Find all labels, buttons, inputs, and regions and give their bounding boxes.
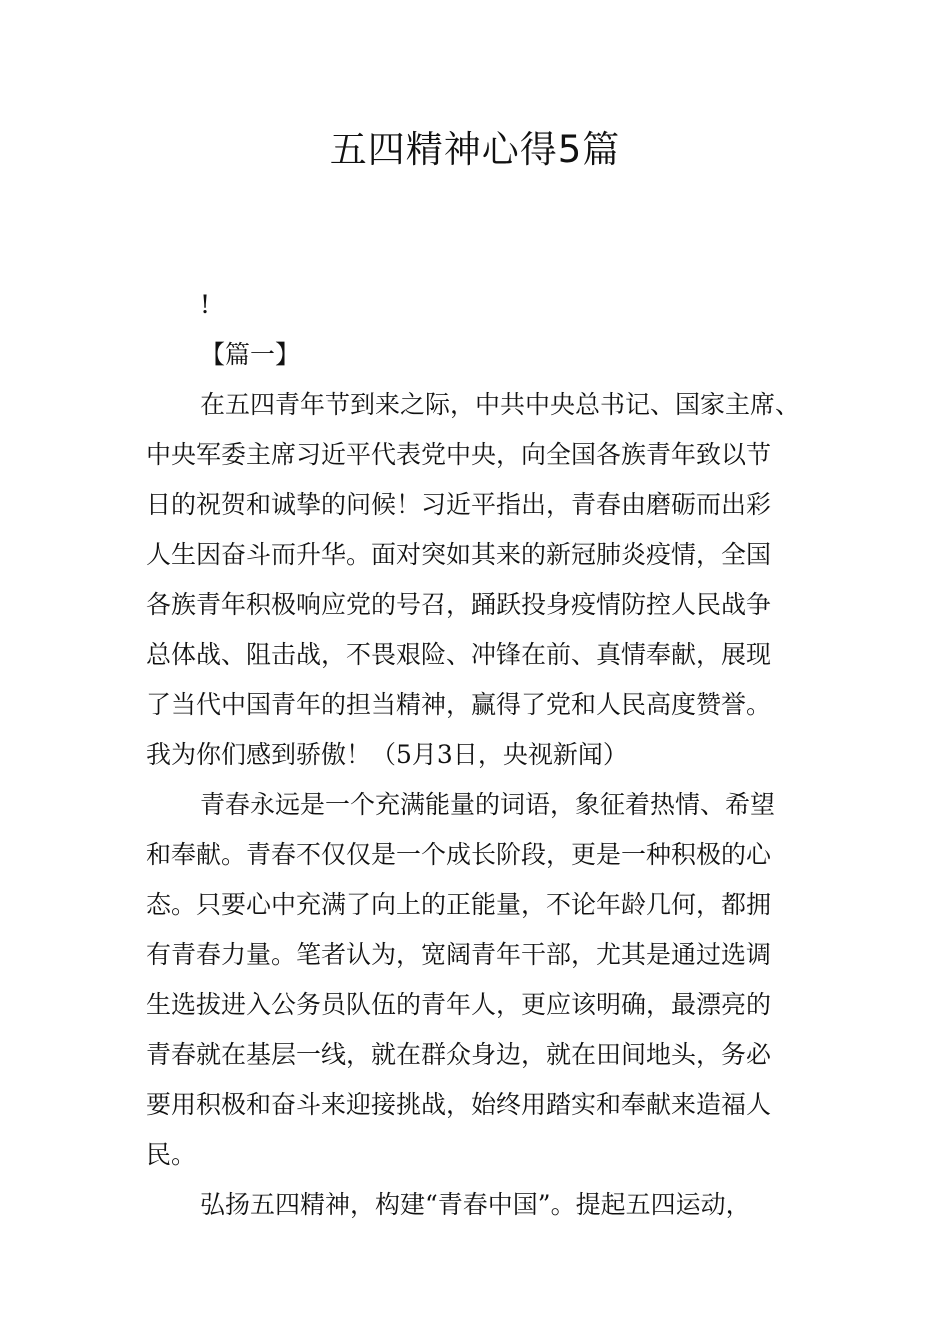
text-line: 民。 (146, 1140, 197, 1169)
text-line: 总体战、阻击战，不畏艰险、冲锋在前、真情奉献，展现 (146, 640, 772, 669)
text-line: 青春就在基层一线，就在群众身边，就在田间地头，务必 (146, 1040, 772, 1069)
text-line: 了当代中国青年的担当精神，赢得了党和人民高度赞誉。 (146, 690, 772, 719)
text-line: 日的祝贺和诚挚的问候！习近平指出，青春由磨砺而出彩 (146, 490, 772, 519)
text-line: 有青春力量。笔者认为，宽阔青年干部，尤其是通过选调 (146, 940, 772, 969)
text-line: 各族青年积极响应党的号召，踊跃投身疫情防控人民战争 (146, 590, 772, 619)
text-line: 我为你们感到骄傲！（5月3日，央视新闻） (146, 740, 628, 769)
text-line: 态。只要心中充满了向上的正能量，不论年龄几何，都拥 (146, 890, 772, 919)
text-line: 和奉献。青春不仅仅是一个成长阶段，更是一种积极的心 (146, 840, 772, 869)
text-line: 在五四青年节到来之际，中共中央总书记、国家主席、 (200, 390, 801, 419)
text-line: 要用积极和奋斗来迎接挑战，始终用踏实和奉献来造福人 (146, 1090, 772, 1119)
document-body (146, 280, 816, 1230)
document-title: 五四精神心得5篇 (329, 128, 621, 171)
text-line: 【篇一】 (200, 340, 301, 369)
text-line: 中央军委主席习近平代表党中央，向全国各族青年致以节 (146, 440, 772, 469)
text-line: ! (200, 290, 211, 319)
text-line: 人生因奋斗而升华。面对突如其来的新冠肺炎疫情，全国 (146, 540, 772, 569)
text-line: 生选拔进入公务员队伍的青年人，更应该明确，最漂亮的 (146, 990, 772, 1019)
text-line: 青春永远是一个充满能量的词语，象征着热情、希望 (200, 790, 776, 819)
text-line: 弘扬五四精神，构建“青春中国”。提起五四运动， (200, 1190, 751, 1219)
